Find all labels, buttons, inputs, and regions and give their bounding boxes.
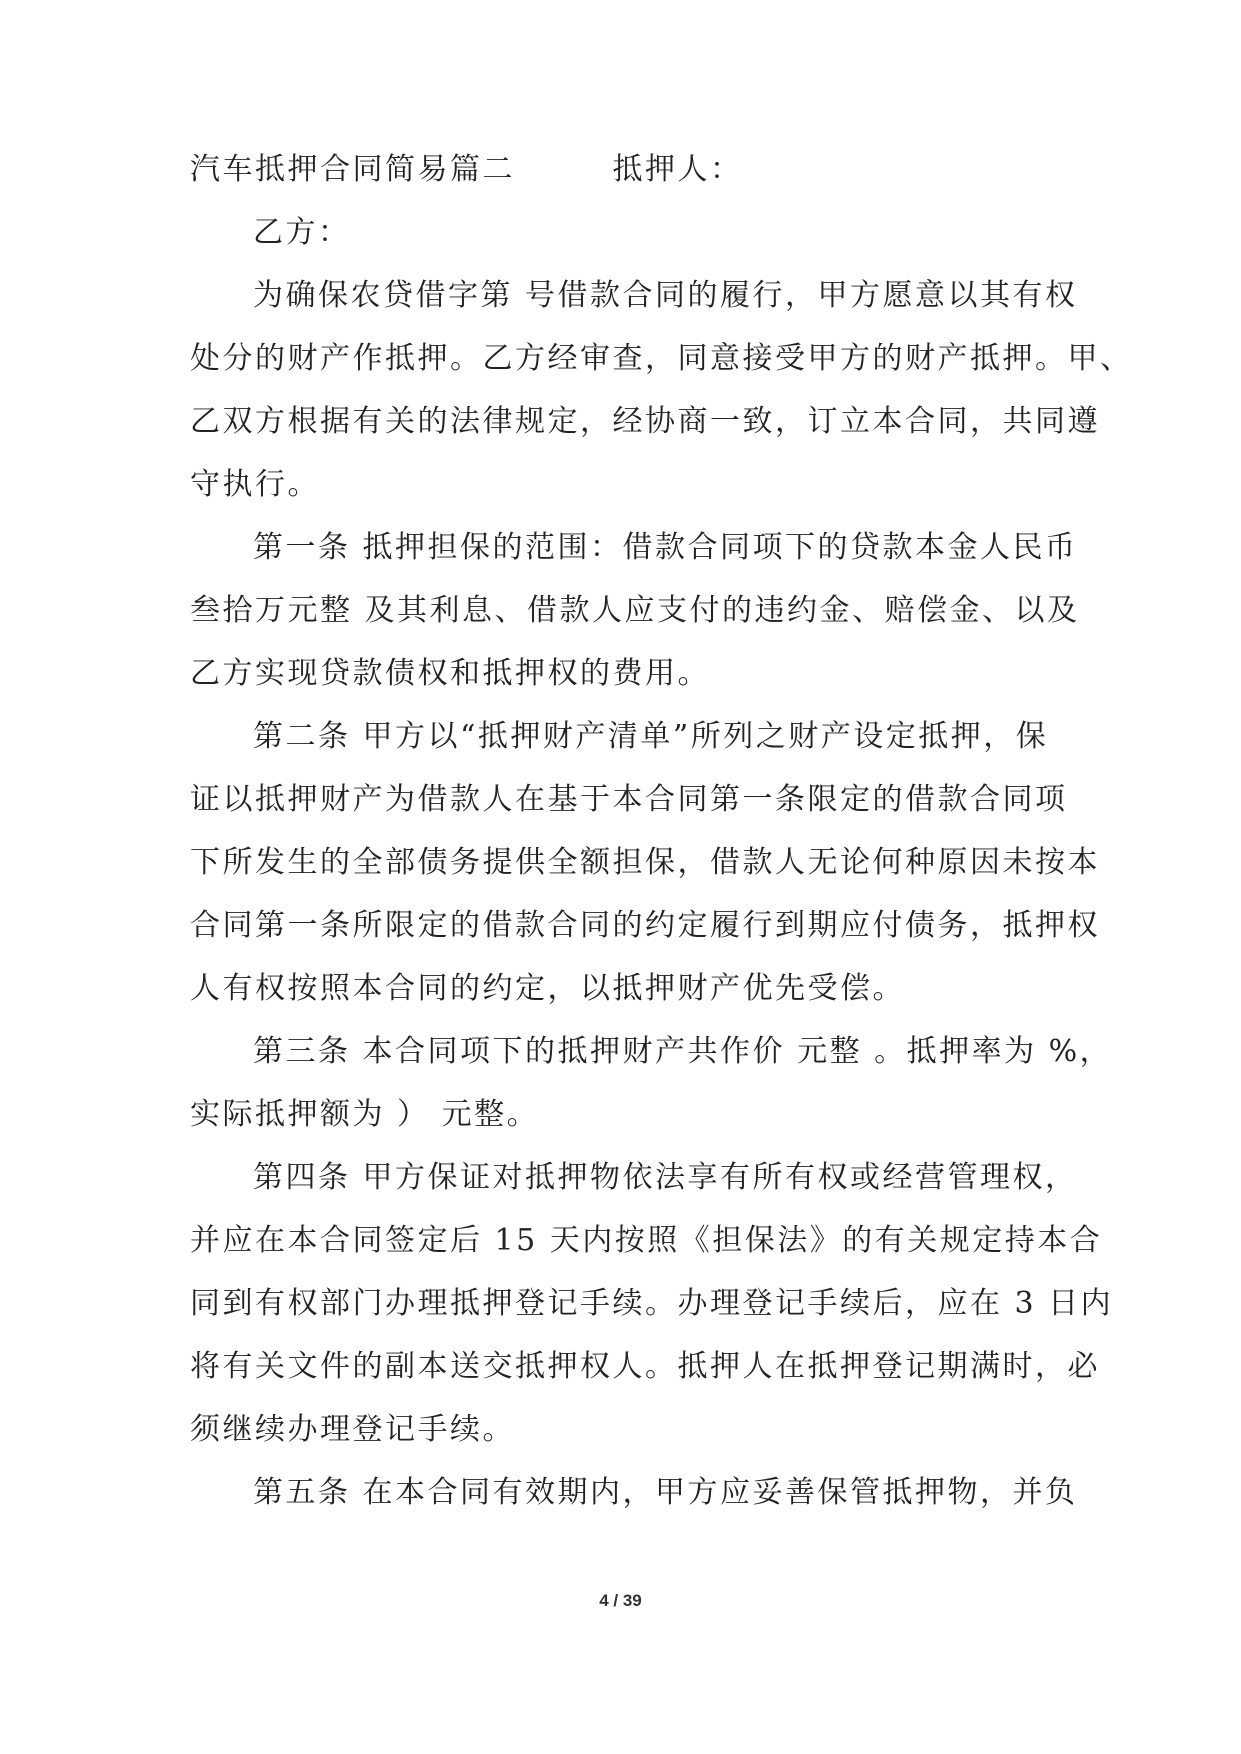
text-line: 处分的财产作抵押。乙方经审查，同意接受甲方的财产抵押。甲、	[190, 341, 1133, 376]
text-line: 乙方实现贷款债权和抵押权的费用。	[190, 656, 710, 691]
text-line: 乙双方根据有关的法律规定，经协商一致，订立本合同，共同遵	[190, 404, 1100, 439]
text-line: 第二条 甲方以“抵押财产清单”所列之财产设定抵押，保	[253, 719, 1049, 754]
text-line: 实际抵押额为 ） 元整。	[190, 1097, 540, 1132]
text-line: 第四条 甲方保证对抵押物依法享有所有权或经营管理权，	[253, 1160, 1078, 1195]
text-line: 合同第一条所限定的借款合同的约定履行到期应付债务，抵押权	[190, 908, 1100, 943]
text-line: 为确保农贷借字第 号借款合同的履行，甲方愿意以其有权	[253, 278, 1078, 313]
text-line: 证以抵押财产为借款人在基于本合同第一条限定的借款合同项	[190, 782, 1068, 817]
text-line: 第五条 在本合同有效期内，甲方应妥善保管抵押物，并负	[253, 1475, 1078, 1510]
text-line: 叁拾万元整 及其利息、借款人应支付的违约金、赔偿金、以及	[190, 593, 1080, 628]
text-line: 并应在本合同签定后 15 天内按照《担保法》的有关规定持本合	[190, 1223, 1103, 1258]
text-line: 乙方：	[253, 215, 351, 250]
text-line: 同到有权部门办理抵押登记手续。办理登记手续后，应在 3 日内	[190, 1286, 1114, 1321]
text-line: 第一条 抵押担保的范围：借款合同项下的贷款本金人民币	[253, 530, 1078, 565]
text-line: 人有权按照本合同的约定，以抵押财产优先受偿。	[190, 971, 905, 1006]
text-line: 须继续办理登记手续。	[190, 1412, 515, 1447]
text-line: 汽车抵押合同简易篇二 抵押人：	[190, 152, 743, 187]
text-line: 守执行。	[190, 467, 320, 502]
text-line: 将有关文件的副本送交抵押权人。抵押人在抵押登记期满时，必	[190, 1349, 1100, 1384]
text-line: 第三条 本合同项下的抵押财产共作价 元整 。抵押率为 %，	[253, 1034, 1113, 1069]
page-number: 4 / 39	[599, 1591, 642, 1610]
text-line: 下所发生的全部债务提供全额担保，借款人无论何种原因未按本	[190, 845, 1100, 880]
